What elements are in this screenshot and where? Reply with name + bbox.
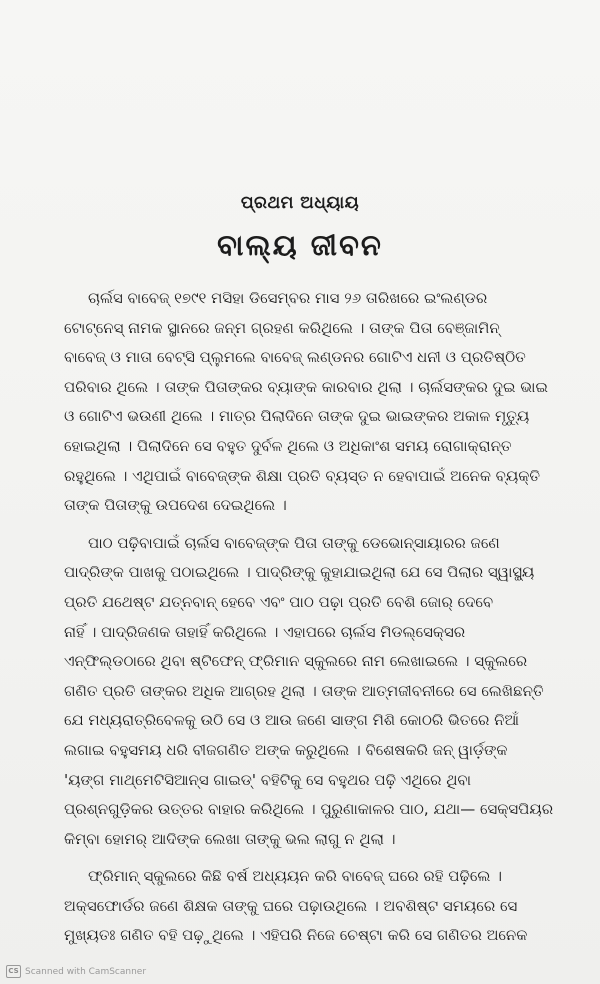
text-line: ଯେ ମଧ୍ୟରାତ୍ରିବେଳକୁ ଉଠି ସେ ଓ ଆଉ ଜଣେ ସାଙ୍ଗ ମିଶି କୋଠରି ଭିତରେ ନିଆଁ <box>64 711 520 730</box>
text-line: ହୋଇଥିଲା । ପିଲାଦିନେ ସେ ବହୁତ ଦୁର୍ବଳ ଥିଲେ ଓ ଅଧିକାଂଶ ସମୟ ରୋଗାକ୍ରାନ୍ତ <box>64 436 512 455</box>
text-line: 'ୟଙ୍ଗ ମାଥ୍‌ମେଟିସିଆନ୍‌ସ ଗାଇଡ୍' ବହିଟିକୁ ସେ ବହୁଥର ପଢ଼ି ଏଥିରେ ଥିବା <box>64 770 472 789</box>
text-line: ଏନ୍‌ଫିଲ୍ଡଠାରେ ଥିବା ଷ୍ଟିଫେନ୍ ଫ୍ରିମାନ ସ୍କୁଲରେ ନାମ ଲେଖାଇଲେ । ସ୍କୁଲରେ <box>64 652 528 671</box>
text-line: ପାଦ୍ରିଙ୍କ ପାଖକୁ ପଠାଇଥିଲେ । ପାଦ୍ରିଙ୍କୁ କୁହାଯାଇଥିଲା ଯେ ସେ ପିଲାର ସ୍ୱାସ୍ଥ୍ୟ <box>64 563 535 582</box>
text-line: ଟୋଟ୍ନେସ୍ ନାମକ ସ୍ଥାନରେ ଜନ୍ମ ଗ୍ରହଣ କରିଥିଲେ । ତାଙ୍କ ପିତା ବେଞ୍ଜାମିନ୍ <box>64 318 500 337</box>
chapter-title: ବାଲ୍ୟ ଜୀବନ <box>217 228 383 262</box>
text-line: ପ୍ରଶ୍ନଗୁଡ଼ିକର ଉତ୍ତର ବାହାର କରିଥିଲେ । ପୁରୁଣାକାଳର ପାଠ, ଯଥା— ସେକ୍ସପିୟର <box>64 800 554 819</box>
text-line: ପାଠ ପଢ଼ିବାପାଇଁ ଚାର୍ଲସ ବାବେଜ୍‌ଙ୍କ ପିତା ତାଙ୍କୁ ଡେଭୋନ୍‌ସାୟାରର ଜଣେ <box>88 533 500 552</box>
scanner-watermark-text: Scanned with CamScanner <box>25 966 147 977</box>
text-line: ପ୍ରତି ଯଥେଷ୍ଟ ଯତ୍ନବାନ୍ ହେବେ ଏବଂ ପାଠ ପଢ଼ା ପ୍ରତି ବେଶି ଜୋର୍ ଦେବେ <box>64 592 494 611</box>
text-line: ତାଙ୍କ ପିତାଙ୍କୁ ଉପଦେଶ ଦେଇଥିଲେ । <box>64 496 287 515</box>
text-line: ଲଗାଇ ବହୁସମୟ ଧରି ବୀଜଗଣିତ ଅଙ୍କ କରୁଥିଲେ । ବିଶେଷକରି ଜନ୍ ୱାର୍ଡ଼ଙ୍କ <box>64 740 508 759</box>
text-line: ଓ ଗୋଟିଏ ଭଉଣୀ ଥିଲେ । ମାତ୍ର ପିଲାଦିନେ ତାଙ୍କ ଦୁଇ ଭାଇଙ୍କର ଅକାଳ ମୃତ୍ୟୁ <box>64 407 530 426</box>
text-line: ଫ୍ରିମାନ୍ ସ୍କୁଲରେ କିଛି ବର୍ଷ ଅଧ୍ୟୟନ କରି ବାବେଜ୍ ଘରେ ରହି ପଢ଼ିଲେ । <box>88 867 502 886</box>
scanner-watermark <box>6 965 146 978</box>
chapter-body <box>64 284 554 959</box>
text-line: ଚାର୍ଲସ ବାବେଜ୍ ୧୭୯୧ ମସିହା ଡିସେମ୍ବର ମାସ ୨୬ ତାରିଖରେ ଇଂଲଣ୍ଡର <box>88 289 488 307</box>
camscanner-logo-icon: CS <box>6 965 21 978</box>
text-line: ନାହିଁ । ପାଦ୍ରିଜଣକ ତାହାହିଁ କରିଥିଲେ । ଏହାପରେ ଚାର୍ଲସ ମିଡଲ୍‌ସେକ୍ସର <box>64 622 466 641</box>
chapter-number: ପ୍ରଥମ ଅଧ୍ୟାୟ <box>240 193 360 213</box>
text-line: ପରିବାର ଥିଲେ । ତାଙ୍କ ପିତାଙ୍କର ବ୍ୟାଙ୍କ କାରବାର ଥିଲା । ଚାର୍ଲସଙ୍କର ଦୁଇ ଭାଇ <box>64 377 548 396</box>
text-line: ଅକ୍ସଫୋର୍ଡର ଜଣେ ଶିକ୍ଷକ ତାଙ୍କୁ ଘରେ ପଢ଼ାଉଥିଲେ । ଅବଶିଷ୍ଟ ସମୟରେ ସେ <box>64 896 518 915</box>
text-line: ମୁଖ୍ୟତଃ ଗଣିତ ବହି ପଢ଼ୁଥିଲେ । ଏହିପରି ନିଜେ ଚେଷ୍ଟା କରି ସେ ଗଣିତର ଅନେକ <box>64 926 528 945</box>
paragraph-2 <box>64 529 554 855</box>
text-line: ରହୁଥିଲେ । ଏଥିପାଇଁ ବାବେଜ୍‌ଙ୍କ ଶିକ୍ଷା ପ୍ରତି ବ୍ୟସ୍ତ ନ ହେବାପାଇଁ ଅନେକ ବ୍ୟକ୍ତି <box>64 466 541 485</box>
paragraph-1 <box>64 284 554 521</box>
text-line: ଗଣିତ ପ୍ରତି ତାଙ୍କର ଅଧିକ ଆଗ୍ରହ ଥିଲା । ତାଙ୍କ ଆତ୍ମଜୀବନୀରେ ସେ ଲେଖିଛନ୍ତି <box>64 681 544 700</box>
text-line: କିମ୍ବା ହୋମର୍ ଆଦିଙ୍କ ଲେଖା ତାଙ୍କୁ ଭଲ ଲାଗୁ ନ ଥିଲା । <box>64 829 396 848</box>
text-line: ବାବେଜ୍ ଓ ମାତା ବେଟ୍ସି ପ୍ଲୁମଲେ ବାବେଜ୍ ଲଣ୍ଡନର ଗୋଟିଏ ଧନୀ ଓ ପ୍ରତିଷ୍ଠିତ <box>64 348 526 367</box>
paragraph-3 <box>64 862 554 951</box>
